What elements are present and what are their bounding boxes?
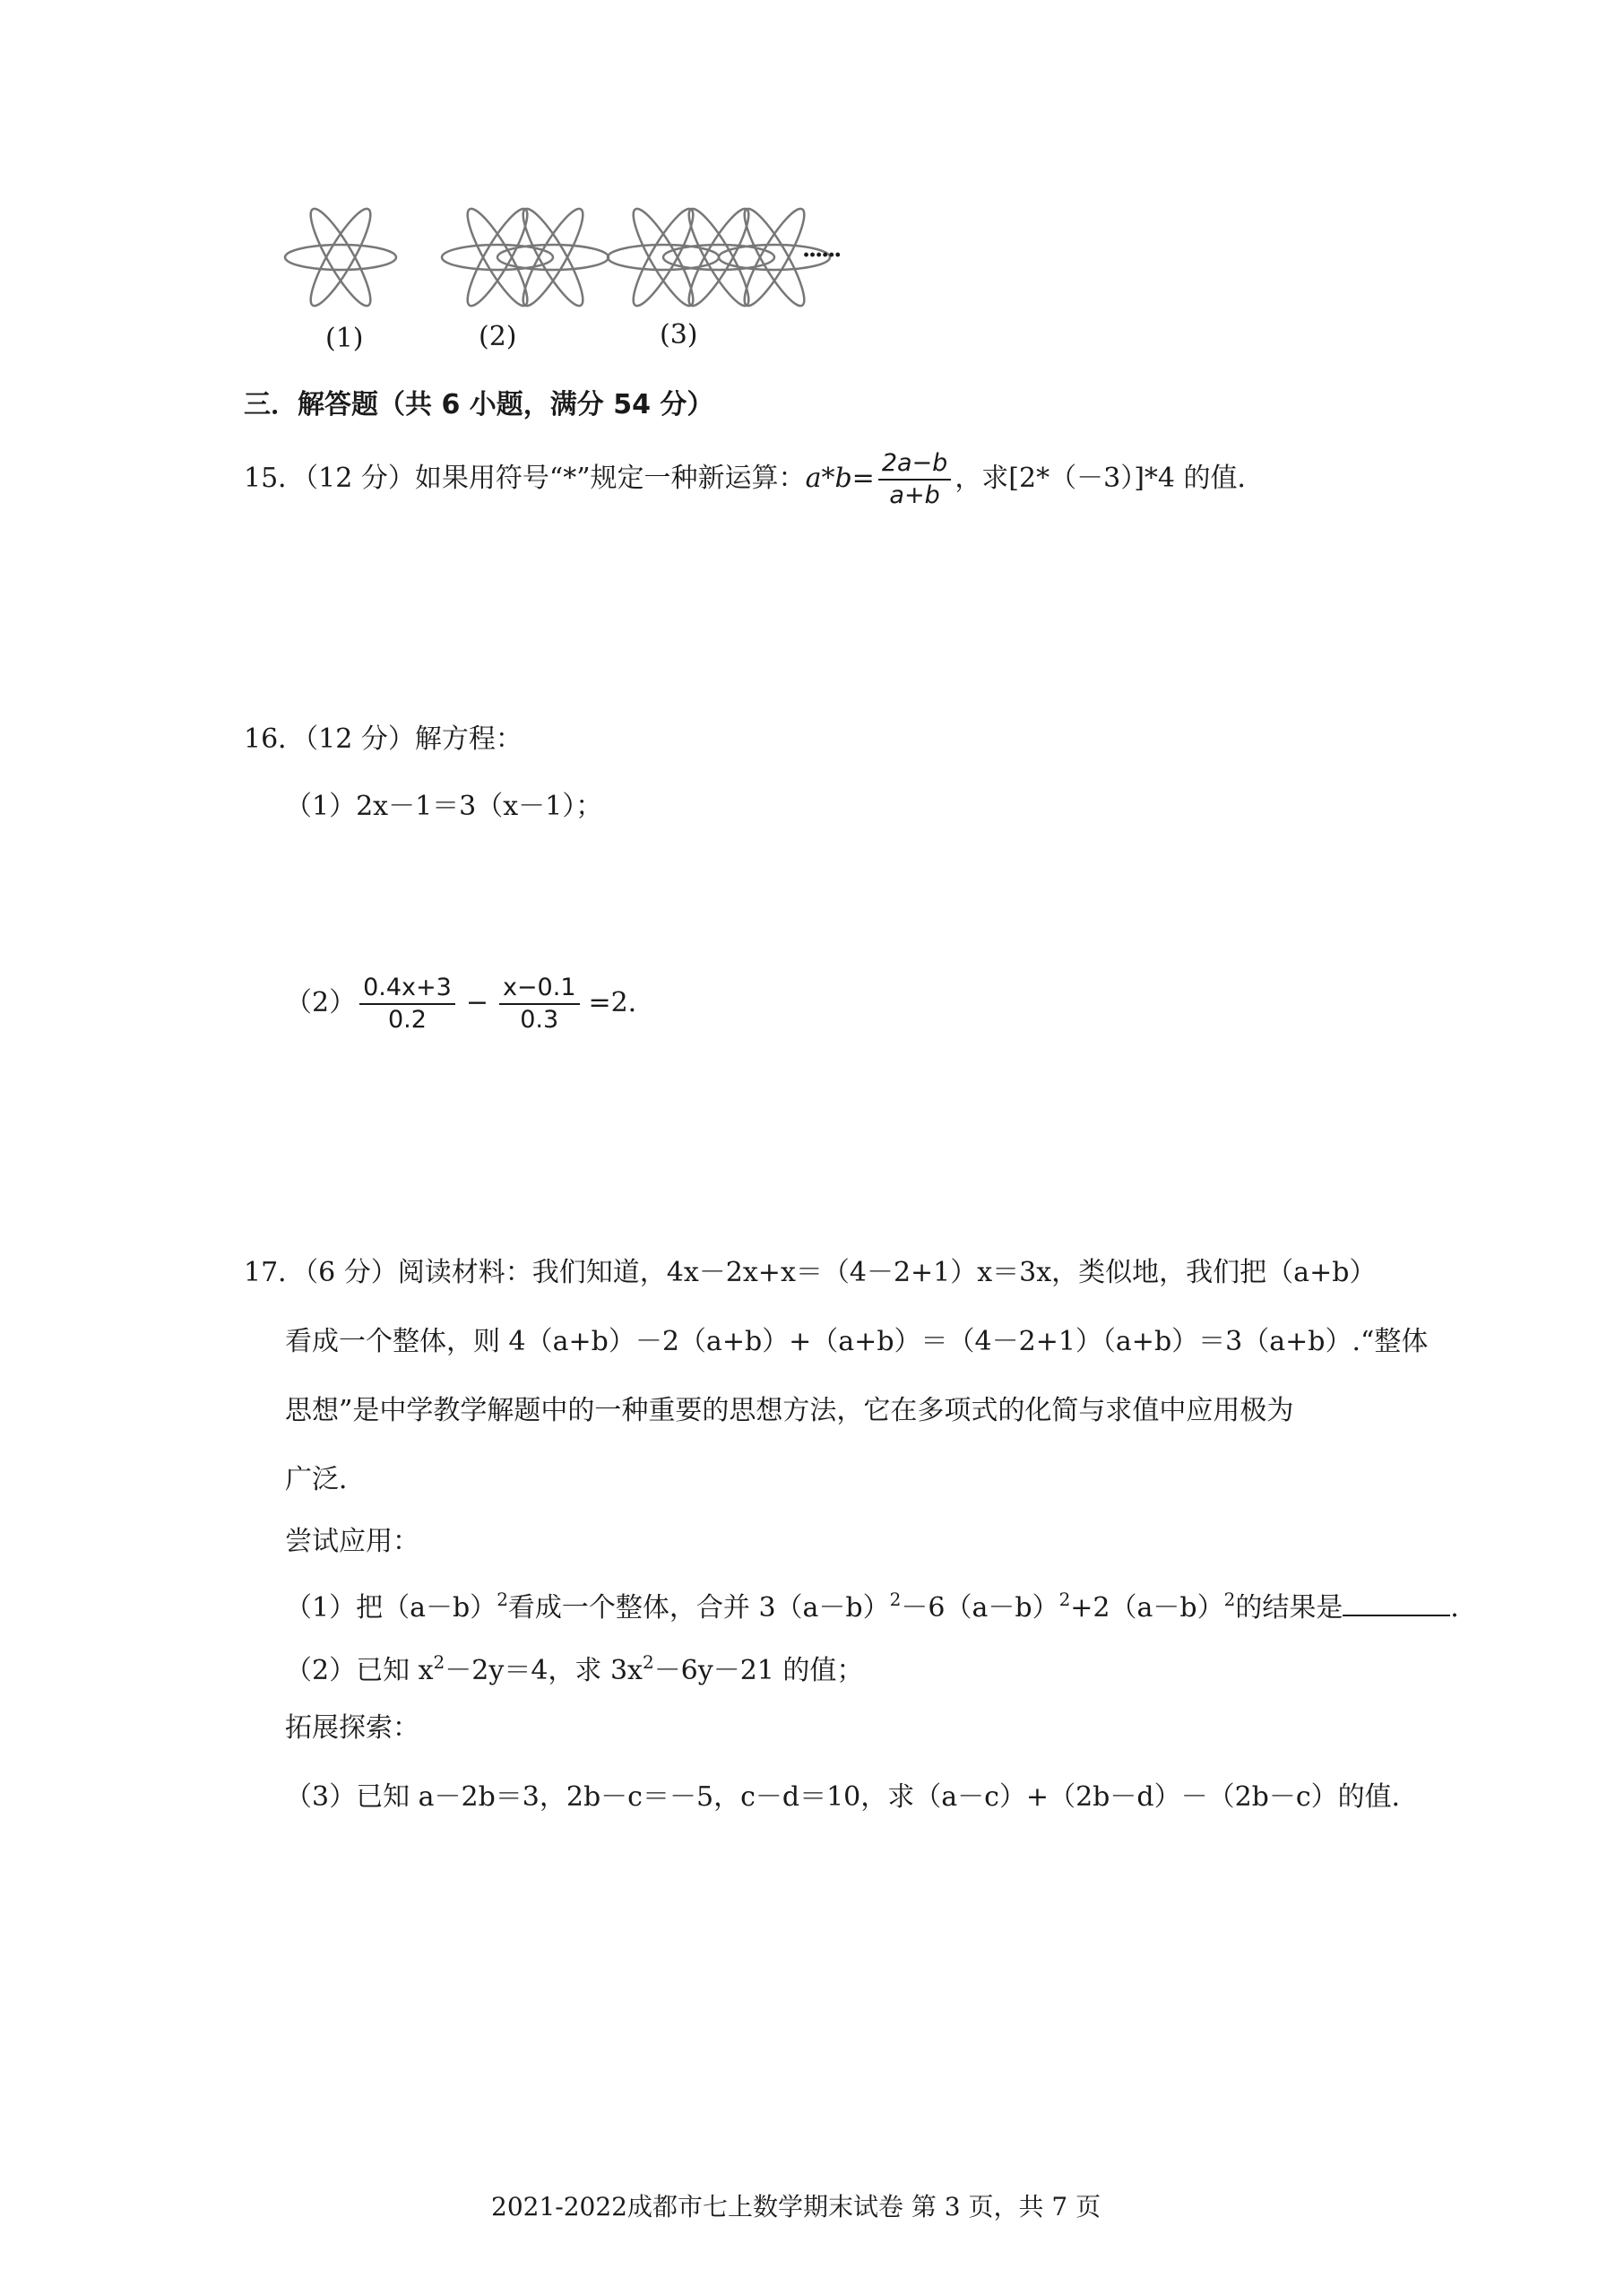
q15-fraction [878, 448, 952, 511]
flower-pattern-figure [269, 202, 860, 336]
question-17-part-2 [285, 1644, 863, 1689]
q16-frac1-den: 0.2 [387, 1006, 427, 1034]
q15-frac-den: a+b [889, 481, 940, 509]
q15-suffix: ，求[2*（－3）]*4 的值． [955, 463, 1265, 494]
question-17-line-3: 思想”是中学教学解题中的一种重要的思想方法，它在多项式的化简与求值中应用极为 [285, 1395, 1294, 1426]
answer-blank[interactable] [1343, 1589, 1450, 1616]
question-17-line-2: 看成一个整体，则 4（a+b）－2（a+b）+（a+b）＝（4－2+1）（a+b）＝3（a+b）.“整体 [285, 1326, 1429, 1357]
q17-p1-e: 的结果是 [1235, 1592, 1343, 1624]
q15-b: b [834, 463, 852, 494]
q17-p1-end: ． [1450, 1592, 1478, 1624]
question-16-part-2 [285, 973, 655, 1035]
q17-p1-d: +2（a－b） [1070, 1592, 1224, 1624]
q17-p2-b: －2y＝4，求 3x [445, 1655, 643, 1686]
flower-3 [608, 203, 830, 311]
q17-p2-a: （2）已知 x [285, 1655, 434, 1686]
q17-p1-c: －6（a－b） [901, 1592, 1059, 1624]
q15-a: a [805, 463, 822, 494]
try-apply-title: 尝试应用： [285, 1526, 419, 1557]
q15-star: * [821, 463, 835, 494]
question-16-title: 16．（12 分）解方程： [244, 723, 523, 755]
q17-p2-sq1: 2 [433, 1651, 445, 1673]
q16-part2-label: （2） [285, 987, 357, 1018]
q15-prefix: 15．（12 分）如果用符号“*”规定一种新运算： [244, 463, 806, 494]
q16-part2-tail: =2． [588, 987, 655, 1018]
figure-label-1: (1) [325, 323, 364, 354]
figure-label-2: (2) [479, 321, 517, 352]
q16-minus: − [465, 987, 488, 1018]
q17-p2-c: －6y－21 的值； [653, 1655, 864, 1686]
page-footer: 2021-2022成都市七上数学期末试卷 第 3 页，共 7 页 [491, 2192, 1101, 2221]
question-17-part-3: （3）已知 a－2b＝3，2b－c＝－5，c－d＝10，求（a－c）+（2b－d）－（2b－c）的值． [285, 1781, 1419, 1813]
q15-equals: = [851, 463, 875, 494]
section-3-title: 三．解答题（共 6 小题，满分 54 分） [244, 389, 714, 420]
q17-p2-sq2: 2 [642, 1651, 654, 1673]
figure-label-3: (3) [660, 319, 698, 351]
q17-p1-sq2: 2 [889, 1589, 902, 1610]
q17-p1-sq1: 2 [497, 1589, 508, 1610]
flower-1 [285, 203, 396, 311]
q15-frac-num: 2a−b [878, 448, 952, 481]
q16-frac2-den: 0.3 [520, 1006, 559, 1034]
q16-frac2-num: x−0.1 [499, 973, 580, 1005]
q16-fraction-2 [499, 973, 580, 1035]
expand-explore-title: 拓展探索： [285, 1712, 419, 1744]
q17-p1-sq3: 2 [1058, 1589, 1071, 1610]
figure-ellipsis: ······ [802, 242, 841, 269]
question-15 [244, 448, 1265, 511]
question-17-part-1 [285, 1581, 1477, 1626]
q16-frac1-num: 0.4x+3 [359, 973, 455, 1005]
question-17-line-1: 17．（6 分）阅读材料：我们知道，4x－2x+x＝（4－2+1）x＝3x，类似地，我们把（a+b） [244, 1257, 1377, 1288]
question-16-part-1: （1）2x－1＝3（x－1）； [285, 791, 603, 822]
q17-p1-a: （1）把（a－b） [285, 1592, 497, 1624]
q17-p1-b: 看成一个整体，合并 3（a－b） [507, 1592, 890, 1624]
flower-2 [442, 203, 609, 311]
question-17-line-4: 广泛． [285, 1464, 366, 1495]
q16-fraction-1 [359, 973, 455, 1035]
q17-p1-sq4: 2 [1223, 1589, 1236, 1610]
